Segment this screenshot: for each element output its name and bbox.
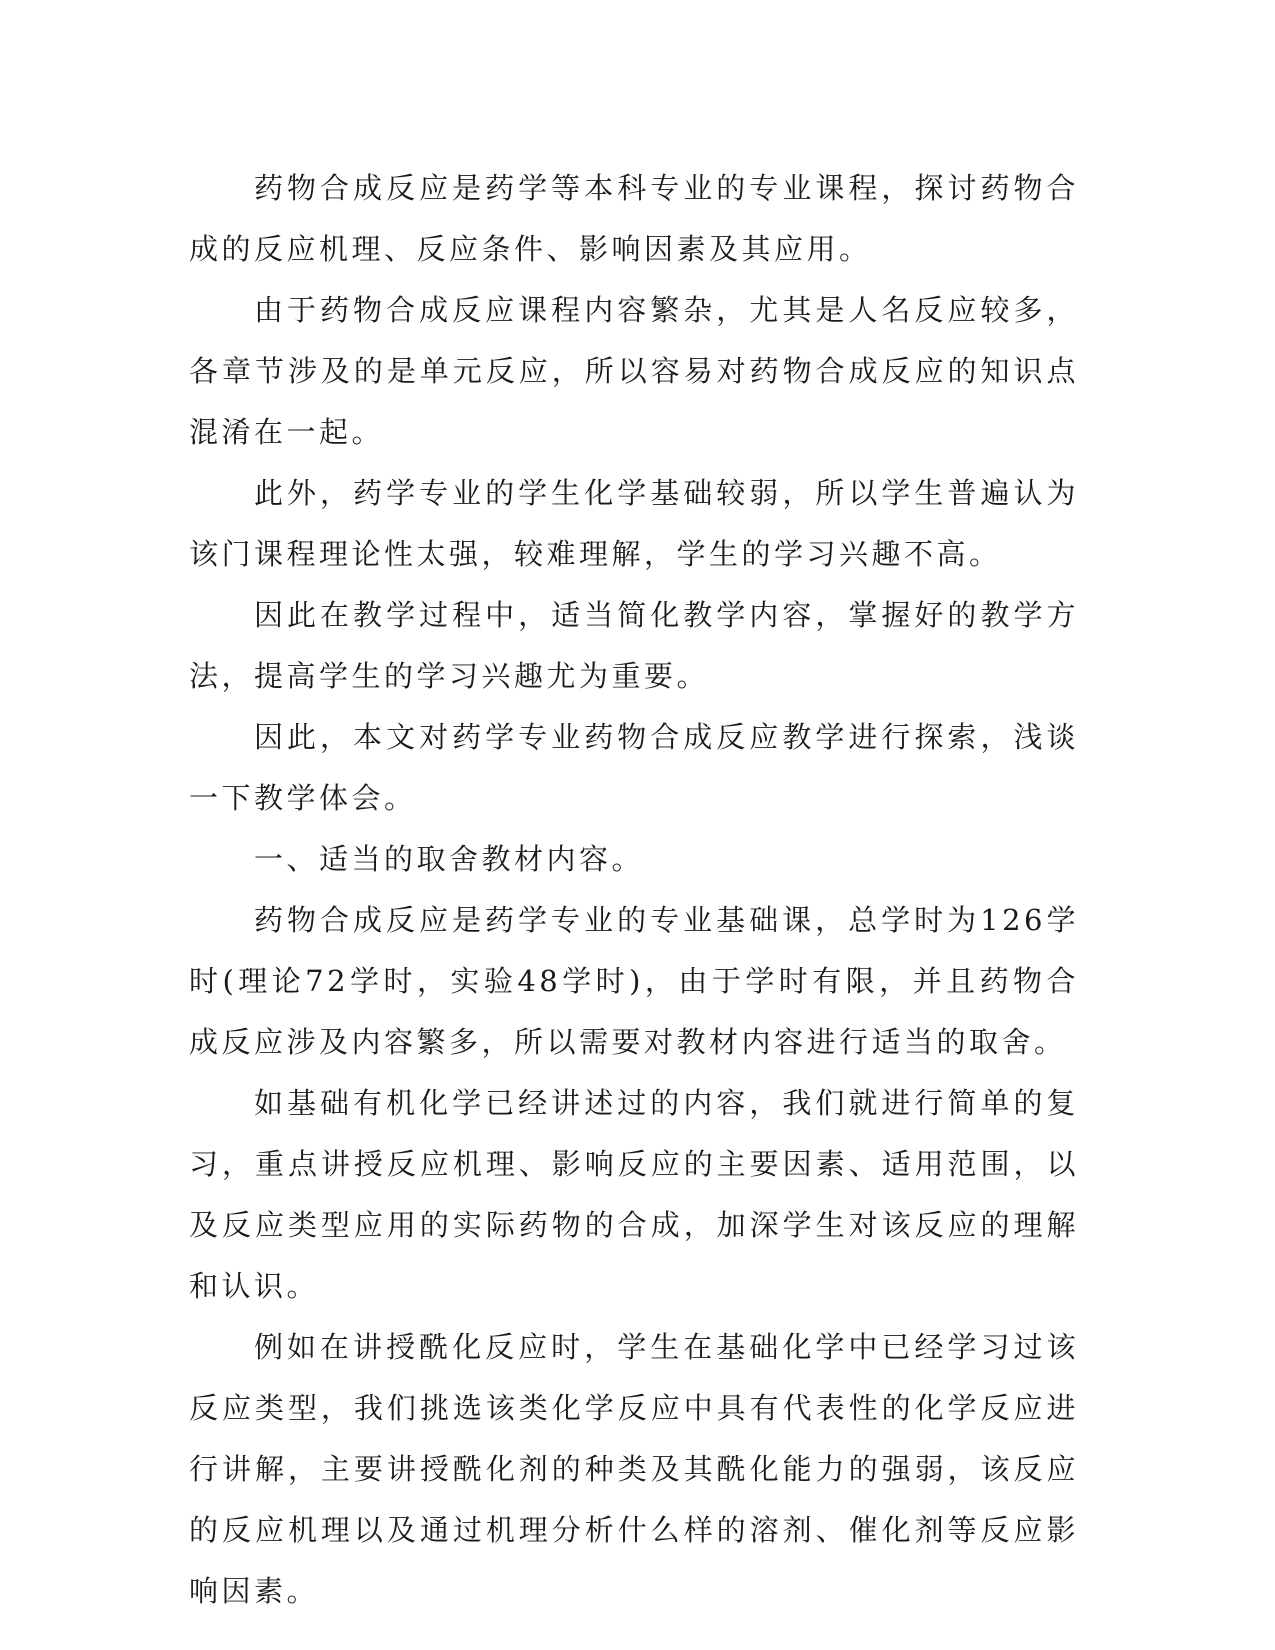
paragraph-student-foundation: 此外，药学专业的学生化学基础较弱，所以学生普遍认为该门课程理论性太强，较难理解，学生的学习兴趣不高。	[189, 476, 1079, 571]
section-heading-1: 一、适当的取舍教材内容。	[254, 842, 645, 876]
paragraph-article-purpose: 因此，本文对药学专业药物合成反应教学进行探索，浅谈一下教学体会。	[189, 720, 1079, 815]
paragraph-intro: 药物合成反应是药学等本科专业的专业课程，探讨药物合成的反应机理、反应条件、影响因素及其应用。	[189, 171, 1079, 266]
paragraph-course-complexity: 由于药物合成反应课程内容繁杂，尤其是人名反应较多，各章节涉及的是单元反应，所以容易对药物合成反应的知识点混淆在一起。	[189, 293, 1079, 449]
paragraph-review-focus: 如基础有机化学已经讲述过的内容，我们就进行简单的复习，重点讲授反应机理、影响反应的主要因素、适用范围，以及反应类型应用的实际药物的合成，加深学生对该反应的理解和认识。	[189, 1086, 1079, 1303]
paragraph-course-hours: 药物合成反应是药学专业的专业基础课，总学时为126学时(理论72学时，实验48学时)，由于学时有限，并且药物合成反应涉及内容繁多，所以需要对教材内容进行适当的取舍。	[189, 903, 1079, 1059]
paragraph-teaching-importance: 因此在教学过程中，适当简化教学内容，掌握好的教学方法，提高学生的学习兴趣尤为重要。	[189, 598, 1079, 693]
document-body	[189, 158, 1079, 1622]
paragraph-acylation-example: 例如在讲授酰化反应时，学生在基础化学中已经学习过该反应类型，我们挑选该类化学反应中具有代表性的化学反应进行讲解，主要讲授酰化剂的种类及其酰化能力的强弱，该反应的反应机理以及通过机理分析什么样的溶剂、催化剂等反应影响因素。	[189, 1330, 1079, 1608]
